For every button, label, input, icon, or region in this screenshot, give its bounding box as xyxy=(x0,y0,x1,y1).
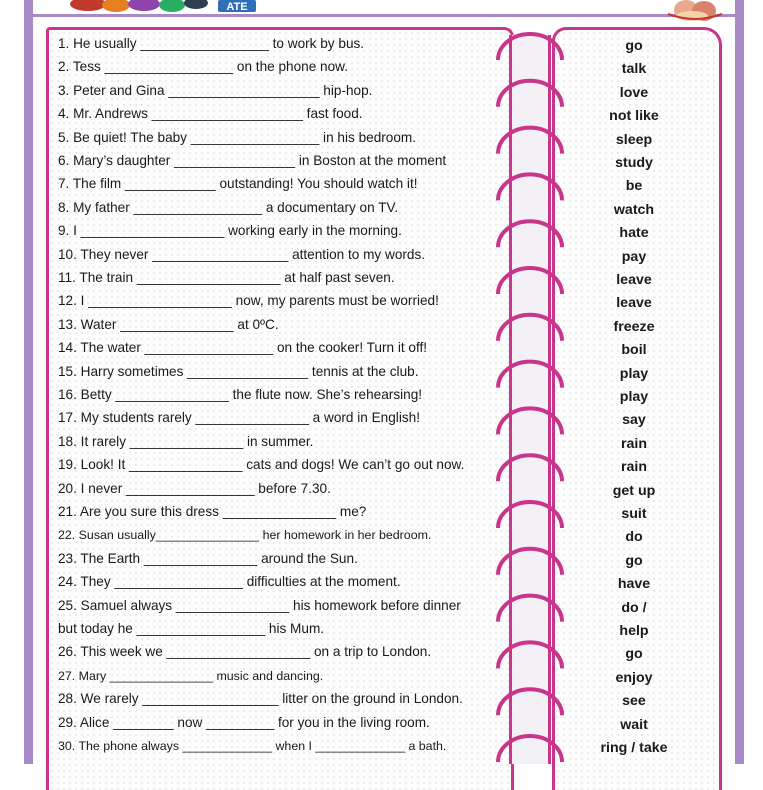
verb-bank-word: get up xyxy=(612,482,656,499)
header-logo-text: ATE xyxy=(226,1,248,13)
sentence-line: 3. Peter and Gina ____________________ hip-hop. xyxy=(58,82,373,98)
sentence-line: 24. They _________________ difficulties at the moment. xyxy=(58,574,401,590)
verb-bank-word: rain xyxy=(620,435,648,452)
verb-bank-word: boil xyxy=(621,342,647,359)
verb-bank-word: suit xyxy=(621,506,647,522)
verb-bank-word: hate xyxy=(619,225,649,242)
sentence-line: 21. Are you sure this dress _______________ me? xyxy=(58,504,367,519)
verb-bank-word: pay xyxy=(621,248,647,265)
verb-bank-word: love xyxy=(619,84,649,101)
sentence-line: 10. They never __________________ attention to my words. xyxy=(58,246,426,262)
sentence-line: 2. Tess _________________ on the phone now. xyxy=(58,59,349,75)
verb-bank-word: leave xyxy=(616,295,652,312)
sentence-line: 12. I ___________________ now, my parents must be worried! xyxy=(58,293,439,309)
verb-bank-word: study xyxy=(615,155,653,171)
verb-bank-word: leave xyxy=(616,272,652,288)
verb-bank-word: go xyxy=(625,38,643,54)
sentence-line: 26. This week we ___________________ on a trip to London. xyxy=(58,644,432,660)
verb-bank-word: do xyxy=(625,529,643,546)
sentence-line: 5. Be quiet! The baby _________________ in his bedroom. xyxy=(58,129,416,145)
sentence-line: 14. The water _________________ on the cooker! Turn it off! xyxy=(58,340,428,356)
sentence-line: 8. My father _________________ a documentary on TV. xyxy=(58,199,399,215)
sentence-line: 13. Water _______________ at 0ºC. xyxy=(58,316,279,332)
sentence-line: 29. Alice ________ now _________ for you in the living room. xyxy=(58,714,430,730)
sentence-line: 19. Look! It _______________ cats and dogs! We can’t go out now. xyxy=(58,457,465,473)
sentence-line: but today he _________________ his Mum. xyxy=(58,621,325,636)
verb-bank-word: freeze xyxy=(613,318,655,335)
verb-bank-word: sleep xyxy=(615,131,653,148)
verb-bank-word: say xyxy=(622,412,646,429)
sentence-line: 11. The train ___________________ at half past seven. xyxy=(58,270,395,285)
sentence-line: 30. The phone always _____________ when I _____________ a bath. xyxy=(58,739,447,753)
sentence-line: 4. Mr. Andrews ____________________ fast food. xyxy=(58,106,363,122)
sentence-line: 22. Susan usually_______________ her homework in her bedroom. xyxy=(58,528,432,543)
verb-bank-word: ring / take xyxy=(600,740,668,756)
verb-bank-word: enjoy xyxy=(615,669,653,686)
verb-bank-word: do / xyxy=(621,599,647,616)
verb-bank-word: rain xyxy=(620,459,648,476)
sentence-line: 17. My students rarely _______________ a word in English! xyxy=(58,410,420,426)
verb-bank-word: play xyxy=(619,365,649,382)
sentence-line: 20. I never _________________ before 7.30. xyxy=(58,480,331,496)
sentence-line: 7. The film ____________ outstanding! You should watch it! xyxy=(58,176,418,192)
sentence-line: 23. The Earth _______________ around the Sun. xyxy=(58,550,358,566)
verb-bank-word: help xyxy=(619,623,649,639)
sentence-line: 27. Mary _______________ music and dancing. xyxy=(58,668,324,683)
sentence-line: 15. Harry sometimes ________________ tennis at the club. xyxy=(58,363,419,379)
verb-bank-word: have xyxy=(617,576,651,593)
verb-bank-word: see xyxy=(622,693,646,710)
verb-bank-word: talk xyxy=(621,61,647,78)
sentence-line: 18. It rarely _______________ in summer. xyxy=(58,433,314,449)
verb-bank-word: be xyxy=(625,178,643,195)
sentence-line: 25. Samuel always _______________ his homework before dinner xyxy=(58,597,461,613)
verb-bank-word: go xyxy=(625,646,643,663)
verb-bank-word: go xyxy=(625,552,643,569)
sentence-line: 1. He usually _________________ to work by bus. xyxy=(58,36,365,51)
verb-bank-word: not like xyxy=(609,108,659,125)
verb-bank-word: play xyxy=(619,389,649,405)
verb-bank-word: watch xyxy=(613,201,655,218)
sentence-line: 16. Betty _______________ the flute now. She’s rehearsing! xyxy=(58,387,423,402)
sentence-line: 28. We rarely __________________ litter on the ground in London. xyxy=(58,691,463,707)
sentence-line: 9. I ___________________ working early in the morning. xyxy=(58,223,402,239)
sentence-line: 6. Mary’s daughter ________________ in Boston at the moment xyxy=(58,153,447,168)
verb-bank-word: wait xyxy=(620,716,648,733)
